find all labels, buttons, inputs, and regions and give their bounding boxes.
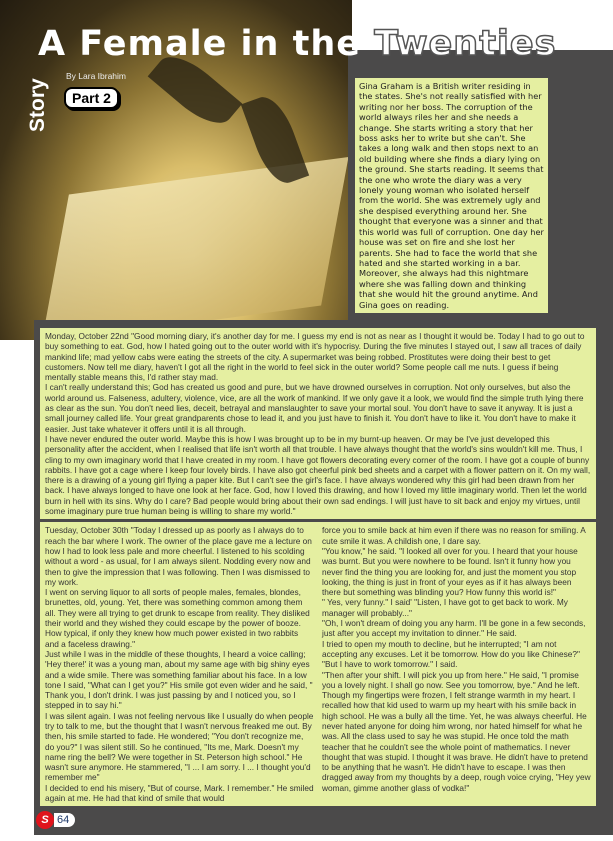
paragraph: I was silent again. I was not feeling nervous like I usually do when people try to talk to me, but the thought that I wasn't nervous freaked me out. By then, his smile started to fade. He wondered; "You don't recognize me, do you?" I was silent still. So he continued, "Its me, Mark. Doesn't my name ring the bell? We were together in St. Peterson high school." He wasn't sure anymore. He stammered, "I ... I am sorry. I ... I thought you'd remember me" bbox=[45, 710, 314, 783]
paragraph: I tried to open my mouth to decline, but he interrupted; "I am not accepting any excuses. Let it be tomorrow. How do you like Chinese?" bbox=[322, 638, 580, 659]
byline: By Lara Ibrahim bbox=[66, 71, 126, 81]
intro-summary: Gina Graham is a British writer residing in the states. She's not really satisfied with her writing nor her boss. The corruption of the world always riles her and she needs a change. She starts writing a story that her boss asks her to write but she can't. She takes a long walk and then stops next to an old building where she finds a diary lying on the ground. She starts reading. It seems that the one who wrote the diary was a very lonely young woman who isolated herself from the world. She was extremely ugly and she despised everything around her. She thought that everyone was a sinner and that this world was full of corruption. One day her house was set on fire and she lost her parents. She had to face the world that she hated and she started working in a bar. Moreover, she always had this nightmare where she was falling down and thinking that she would hit the ground anytime. And Gina goes on reading. bbox=[355, 78, 548, 313]
paragraph: I decided to end his misery, "But of course, Mark. I remember." He smiled again at me. He had that kind of smile that would bbox=[45, 782, 314, 804]
paragraph: I can't really understand this; God has created us good and pure, but we have drowned ourselves in corruption. Not only ourselves, but also the world around us. Falseness, adultery, violence, vice, are all the work of mankind. If we only gave it a look, we would find the simple truth lying there as clear as the sun. You don't need lies, deceit, betrayal and manslaughter to save your mortal soul. You don't have to save it anyway. It is just a small journey called life. Your great grandparents chose to lead it, and you just have to finish it. You don't have to like it. You don't have to make it easier. Just take whatever it offers until it is all through. bbox=[45, 382, 584, 434]
diary-entry-monday bbox=[40, 328, 596, 519]
paragraph: I went on serving liquor to all sorts of people males, females, blondes, brunettes, old, young. Yet, there was something common among them all. They were all trying to get drunk to escape from reality. They disliked their world and they wished they could escape by the power of booze. How typical, if only they knew how much power existed in two rabbits and a faceless drawing." bbox=[45, 587, 310, 649]
magazine-logo-icon: S bbox=[36, 811, 54, 829]
paragraph: Tuesday, October 30th "Today I dressed up as poorly as I always do to reach the bar where I work. The owner of the place gave me a lecture on how I had to look less pale and more cheerful. I listened to his scolding without a word - as usual, for I am always silent. Nodding every now and then to give the impression that I was following. Then I was dismissed to my work. bbox=[45, 525, 312, 587]
paragraph: " Yes, very funny." I said' "Listen, I have got to get back to work. My manager will probably..." bbox=[322, 597, 568, 618]
paragraph: I have never endured the outer world. Maybe this is how I was brought up to be in my burnt-up heaven. Or may be I've just developed this personality after the accident, when I realised that life isn't worth all that trouble. I have always thought that the world's sins wouldn't kill me. Thus, I cling to my own imaginary world that I have created in my room. I have got flowers decorating every corner of the room. I have got a couple of bunny rabbits. I have got a cage where I keep four lovely birds. I have also got cheerful pink bed sheets and a carpet with a flower pattern on it. On my wall, there is a drawing of a young girl flying a paper kite. But I can't see the girl's face. I have always wondered why this girl had been drawn from her back. I have always longed to have one look at her face. God, how I loved this drawing, and how I loved my little imaginary world. Then let the world burn in hell with its sins. Why do I care? Bad people would bring about their own sad endings. I will just have to sit back and enjoy my virtues, until some imaginary pure true human being is willing to share my world." bbox=[45, 433, 591, 517]
title-solid: A Female in the bbox=[38, 24, 361, 64]
title-outline: Twenties bbox=[374, 24, 557, 64]
paragraph: "Then after your shift. I will pick you up from here." He said, "I promise you a lovely night. I shall go now. See you tomorrow, bye." And he left. bbox=[322, 669, 580, 690]
diary-entry-tuesday bbox=[40, 522, 596, 806]
section-label: Story bbox=[26, 78, 49, 132]
column-right bbox=[322, 525, 591, 803]
dark-panel-bottom bbox=[34, 320, 613, 835]
paragraph: "Oh, I won't dream of doing you any harm. I'll be gone in a few seconds, just after you accept my invitation to dinner." He said. bbox=[322, 618, 586, 639]
paragraph: Just while I was in the middle of these thoughts, I heard a voice calling; 'Hey there!' it was a young man, about my same age with big shiny eyes and a wide smile. There was something familiar about his face. In a low tone I said, "What can I get you?" His smile got even wider and he said, " Thank you, I don't drink. I was just passing by and I noticed you, so I stepped in to say hi." bbox=[45, 648, 313, 711]
paragraph: "But I have to work tomorrow." I said. bbox=[322, 659, 458, 670]
paragraph: Monday, October 22nd "Good morning diary, it's another day for me. I guess my end is not as near as I thought it would be. Today I had to go out to buy something to eat. God, how I hated going out to the outer world with it's hypocrisy. During the five minutes I stayed out, I saw all traces of daily mankind life; mad yellow cabs were eating the streets of the city. A supermarket was being robbed. Prostitutes were doing their best to get customers. Now tell me diary, haven't I got all the right in the world to feel sick in the outer world? Some people call me nuts. I guess if being mentally stable means this, I'd rather stay mad. bbox=[45, 331, 585, 383]
paragraph: "You know," he said. "I looked all over for you. I heard that your house was burnt. But you were nowhere to be found. Isn't it funny how you never find the thing you are looking for, and just the moment you stop looking, the thing is just in front of your eyes as if it has always been there but something was blinding you? How funny this world is!" bbox=[322, 545, 578, 598]
paragraph: Though my fingertips were frozen, I felt strange warmth in my heart. I recalled how that kid used to warm up my heart with his smile back in high school. He was a bully all the time. Yet, he was always cheerful. He never hated anyone for doing him wrong, nor hated himself for what he was. All the class used to say he was stupid. He once told the math teacher that he couldn't see the whole point of mathematics. I never thought that was stupid. I thought it was brave. He didn't have to pretend to be anything that he wasn't. He didn't have to escape. I was then dragged away from my thoughts by a deep, rough voice crying, "Hey yew woman, gimme another glass of vodka!" bbox=[322, 690, 591, 793]
paragraph: force you to smile back at him even if there was no reason for smiling. A cute smile it was. A childish one, I dare say. bbox=[322, 525, 586, 546]
column-left bbox=[45, 525, 314, 803]
part-badge: Part 2 bbox=[64, 87, 119, 109]
open-book-page bbox=[42, 157, 349, 343]
page-title bbox=[38, 24, 557, 64]
page-footer bbox=[36, 811, 596, 829]
page-number: 64 bbox=[54, 813, 75, 827]
